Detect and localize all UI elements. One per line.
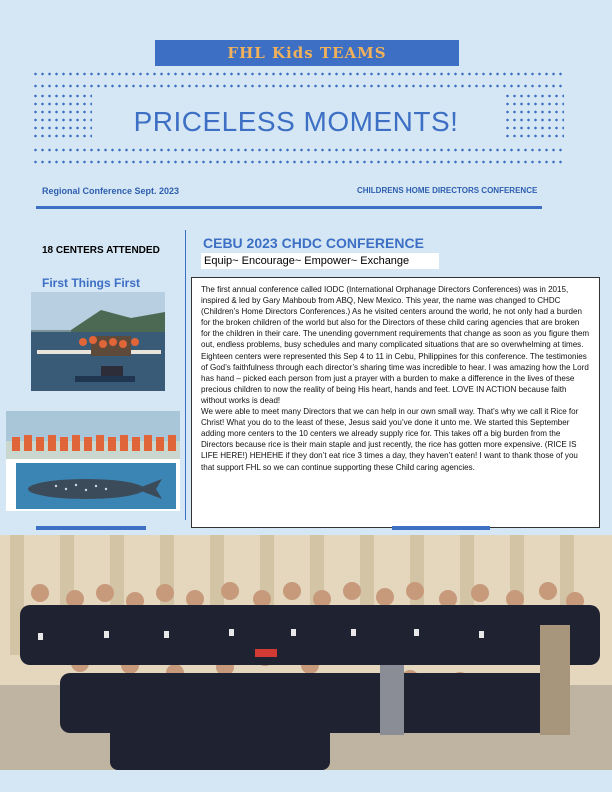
article-title: CEBU 2023 CHDC CONFERENCE [203, 235, 424, 251]
dotted-border-bottom-2 [32, 160, 564, 164]
page-title: PRICELESS MOMENTS! [133, 106, 459, 137]
dotted-border-top-2 [32, 84, 564, 88]
decorative-bar-right [392, 526, 490, 530]
article-tagline: Equip~ Encourage~ Empower~ Exchange [201, 253, 439, 269]
boat-photo [31, 292, 165, 391]
bottom-band [0, 770, 612, 792]
centers-attended: 18 CENTERS ATTENDED [42, 245, 160, 256]
boat-photo-illustration [31, 292, 165, 391]
article-body [191, 277, 600, 528]
dotted-border-bottom [32, 148, 564, 152]
sidebar-heading: First Things First [42, 276, 141, 290]
article-paragraph: The first annual conference called IODC (International Orphanage Directors Conferences) was in 2015, inspired & led by Gary Mahboub from ABQ, New Mexico. This year, the name was changed to CHDC (Children’s Home Directors Conferences.) As he visited centers around the world, he not only had a burden for the broken children of the world but also for the Directors of these child caring agencies that are broken for the children in their care. The unending government requirements that change as soon as you figure them out, endless problems, busy schedules and many complicated situations that are so overwhelming at times. [201, 285, 590, 350]
banner-title: FHL Kids TEAMS [155, 40, 459, 66]
beach-whaleshark-photo [6, 411, 180, 511]
group-photo [0, 535, 612, 770]
divider [36, 206, 542, 209]
article-paragraph: Eighteen centers were represented this Sep 4 to 11 in Cebu, Philippines for this conference. The testimonies of God’s faithfulness through each director’s sharing time was incredible to hear. I was amazing how the Lord has hand – picked each person from just a prayer with a burden to make a difference in the lives of these precious children to now the reality of being His heart, hands and feet. LOVE IN ACTION because faith without works is dead! [201, 351, 589, 405]
dotted-border-top [32, 72, 564, 76]
subheader-left: Regional Conference Sept. 2023 [42, 186, 180, 196]
column-divider [185, 230, 186, 520]
article-paragraph: We were able to meet many Directors that we can help in our own small way. That’s why we call it Rice for Christ! What you do to the least of these, Jesus said you’ve done it unto me. We started this September adding more centers to the 10 centers we already supply rice for. This takes off a big burden from the Directors because rice is their main staple and just recently, the rice has gotten more expensive. (RICE IS LIFE HERE!) HEHEHE if they don’t eat rice 3 times a day, they haven’t eaten! I want to thank those of you that support FHL so we can continue supporting these Child caring agencies. [201, 407, 579, 472]
subheader-right: CHILDRENS HOME DIRECTORS CONFERENCE [357, 186, 538, 195]
decorative-bar-left [36, 526, 146, 530]
beach-photo-illustration [6, 411, 180, 511]
group-photo-illustration [0, 535, 612, 770]
